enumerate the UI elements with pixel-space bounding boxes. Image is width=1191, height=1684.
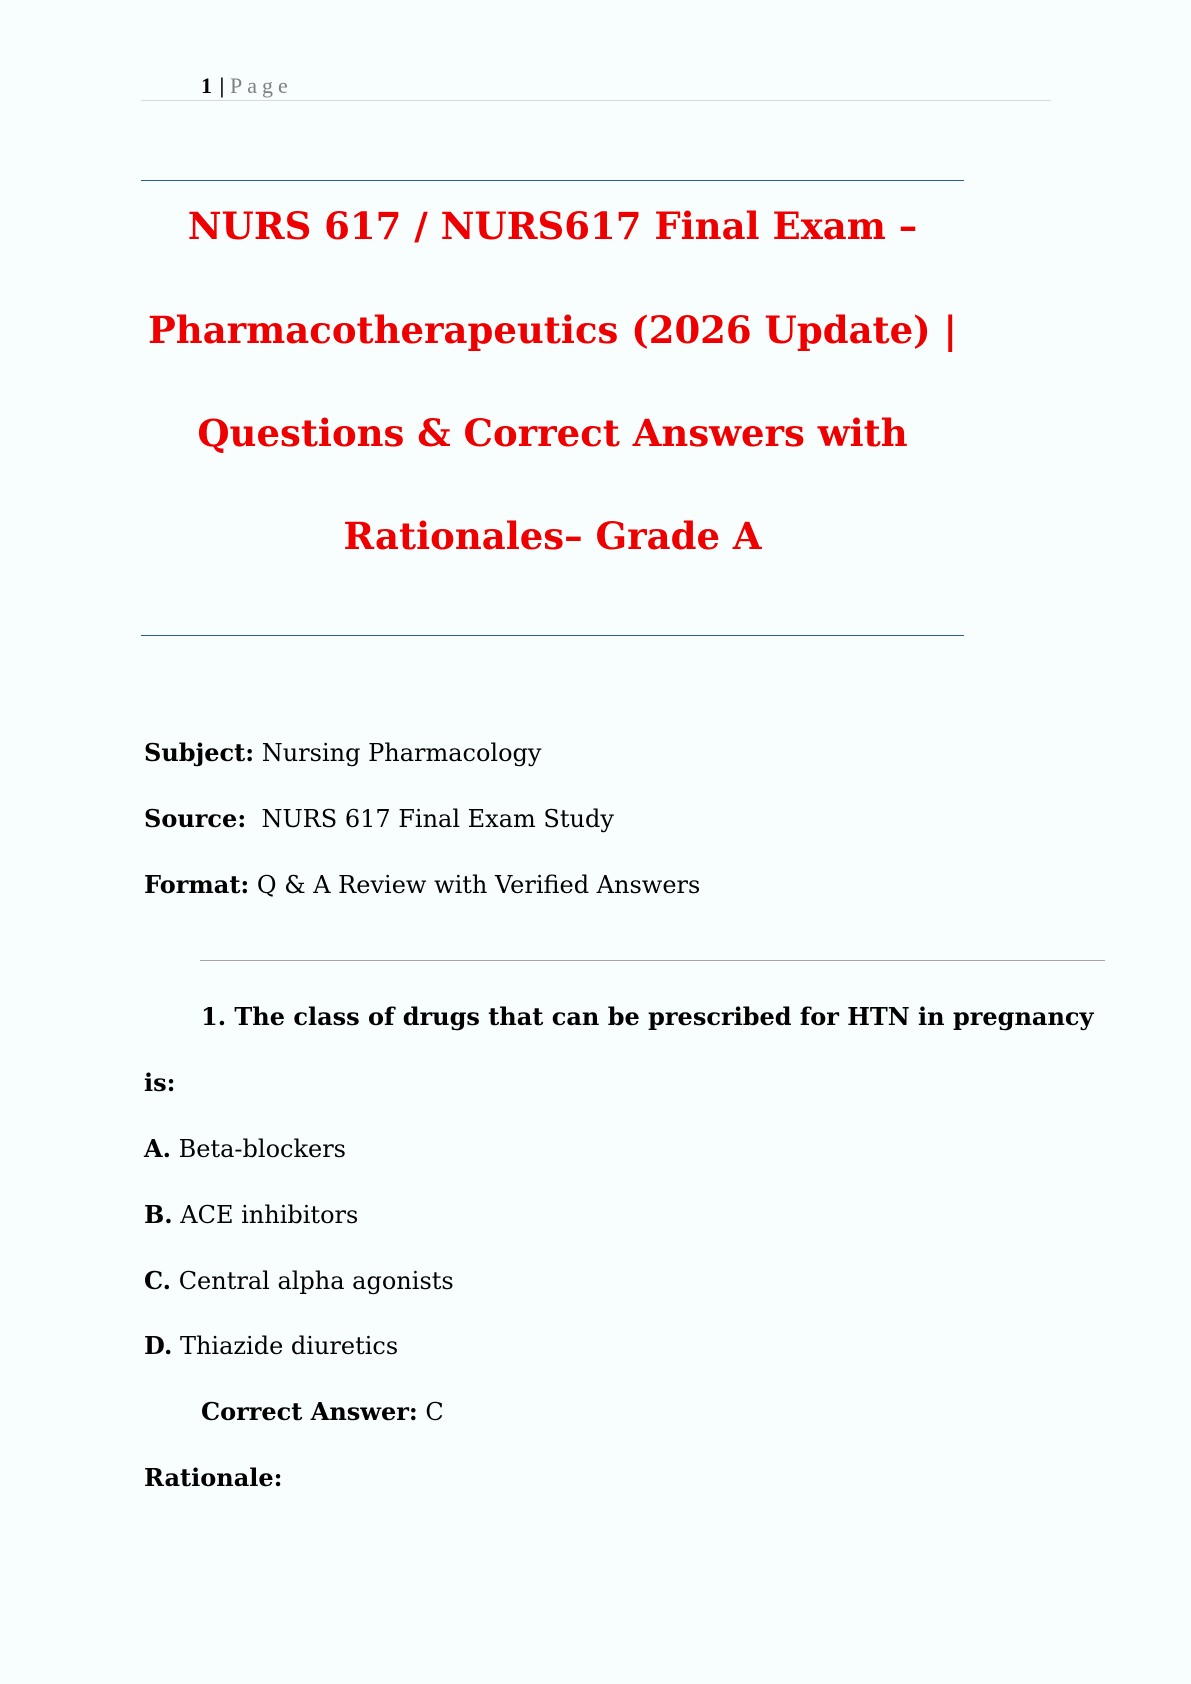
option-a (144, 1134, 346, 1163)
option-b (144, 1200, 358, 1229)
section-divider (200, 960, 1105, 961)
option-letter: A. (144, 1134, 171, 1163)
source-value: NURS 617 Final Exam Study (261, 805, 614, 833)
subject-line (144, 738, 541, 767)
source-line (144, 804, 614, 833)
option-letter: D. (144, 1331, 173, 1360)
document-title-line-2: Pharmacotherapeutics (2026 Update) | (147, 308, 958, 352)
question-text-line-2: is: (144, 1068, 176, 1097)
option-d (144, 1331, 398, 1360)
subject-label: Subject: (144, 738, 255, 767)
subject-value: Nursing Pharmacology (261, 739, 542, 767)
page-header (141, 70, 1051, 101)
option-letter: B. (144, 1200, 173, 1229)
page-word: Page (230, 73, 293, 98)
correct-answer-line (201, 1397, 444, 1426)
option-letter: C. (144, 1266, 172, 1295)
option-text: Beta-blockers (178, 1135, 346, 1163)
document-title-line-1: NURS 617 / NURS617 Final Exam – (187, 204, 918, 248)
page-number: 1 | (201, 73, 226, 98)
document-title-line-4: Rationales– Grade A (343, 514, 762, 558)
title-bottom-rule (141, 635, 964, 636)
option-text: ACE inhibitors (180, 1201, 359, 1229)
format-line (144, 870, 700, 899)
source-label: Source: (144, 804, 247, 833)
format-value: Q & A Review with Verified Answers (256, 871, 701, 899)
question-text-line-1: 1. The class of drugs that can be prescribed for HTN in pregnancy (201, 1002, 1094, 1031)
option-c (144, 1266, 454, 1295)
rationale-label: Rationale: (144, 1463, 283, 1492)
document-title-line-3: Questions & Correct Answers with (197, 411, 908, 455)
correct-answer-label: Correct Answer: (201, 1397, 418, 1426)
correct-answer-value: C (425, 1398, 444, 1426)
option-text: Central alpha agonists (178, 1267, 454, 1295)
format-label: Format: (144, 870, 250, 899)
title-top-rule (141, 180, 964, 181)
option-text: Thiazide diuretics (179, 1332, 399, 1360)
